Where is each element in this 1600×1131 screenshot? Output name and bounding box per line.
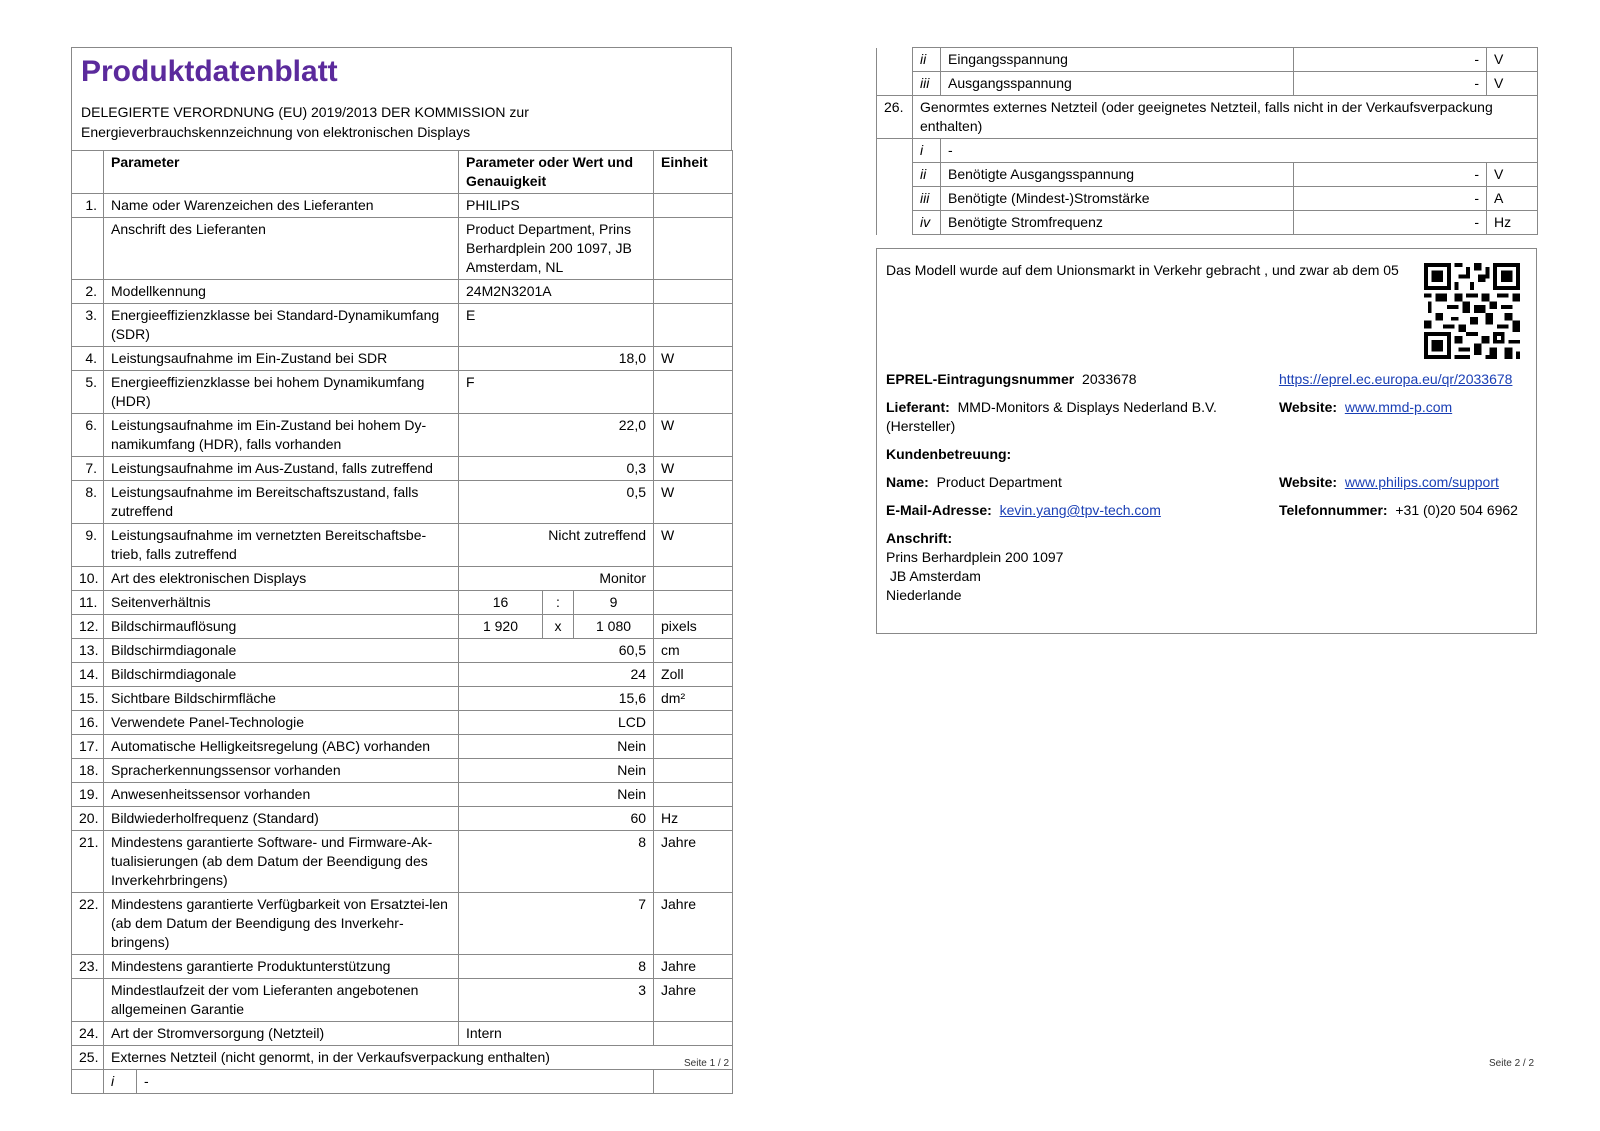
- datasheet-page-2: [876, 47, 1537, 634]
- row-value: Nein: [459, 759, 654, 783]
- table-row: [877, 48, 1538, 72]
- table-row: [72, 639, 733, 663]
- table-row: [72, 663, 733, 687]
- row-parameter: Mindestens garantierte Software- und Firmware-Ak-tualisierungen (ab dem Datum der Beendigung des Inverkehrbringens): [104, 831, 459, 893]
- row-number: 10.: [72, 567, 104, 591]
- row-value: 0,5: [459, 481, 654, 524]
- row-value: 22,0: [459, 414, 654, 457]
- row-parameter: Mindestens garantierte Produktunterstützung: [104, 955, 459, 979]
- header-unit: Einheit: [654, 151, 733, 194]
- customer-service-label: Kundenbetreuung:: [886, 446, 1012, 462]
- row-value: -: [1294, 187, 1487, 211]
- row-unit: Zoll: [654, 663, 733, 687]
- table-row-standard-psu-i: i -: [877, 139, 1538, 163]
- eprel-number: 2033678: [1082, 371, 1137, 387]
- row-value: F: [459, 371, 654, 414]
- row-number: 8.: [72, 481, 104, 524]
- contact-name-row: [886, 473, 1527, 492]
- email-row: [886, 501, 1527, 520]
- page-number: Seite 1 / 2: [684, 1058, 730, 1069]
- row-value: 8: [459, 831, 654, 893]
- row-unit: W: [654, 481, 733, 524]
- supplier-row: [886, 398, 1527, 436]
- table-row: [72, 783, 733, 807]
- table-row: [72, 371, 733, 414]
- table-row: [72, 893, 733, 955]
- datasheet-page-1: [71, 47, 732, 1094]
- qr-code-icon[interactable]: [1424, 263, 1520, 359]
- row-unit: Hz: [1487, 211, 1538, 235]
- row-unit: [654, 711, 733, 735]
- row-unit: Hz: [654, 807, 733, 831]
- row-number: 18.: [72, 759, 104, 783]
- supplier-website-link[interactable]: www.mmd-p.com: [1344, 399, 1453, 415]
- address-line: JB Amsterdam: [886, 568, 981, 584]
- address-label: Anschrift:: [886, 530, 953, 546]
- customer-service-row: [886, 445, 1527, 464]
- row-unit: [654, 280, 733, 304]
- supplier-name: MMD-Monitors & Displays Nederland B.V. (Hersteller): [886, 399, 1217, 434]
- row-parameter: Bildschirmdiagonale: [104, 639, 459, 663]
- row-value: -: [1294, 48, 1487, 72]
- eprel-row: [886, 370, 1527, 389]
- row-parameter: Leistungsaufnahme im vernetzten Bereitschaftsbe-trieb, falls zutreffend: [104, 524, 459, 567]
- name-label: Name:: [886, 474, 929, 490]
- row-value: -: [1294, 211, 1487, 235]
- row-unit: [654, 304, 733, 347]
- row-value: 0,3: [459, 457, 654, 481]
- phone-label: Telefonnummer:: [1278, 502, 1388, 518]
- row-number: 4.: [72, 347, 104, 371]
- row-number: 17.: [72, 735, 104, 759]
- header-parameter: Parameter: [104, 151, 459, 194]
- row-value: Intern: [459, 1022, 654, 1046]
- row-parameter: Art der Stromversorgung (Netzteil): [104, 1022, 459, 1046]
- row-value: 8: [459, 955, 654, 979]
- row-value: 18,0: [459, 347, 654, 371]
- row-number: 20.: [72, 807, 104, 831]
- table-row: [72, 831, 733, 893]
- address-line: Niederlande: [886, 587, 962, 603]
- table-row: [72, 304, 733, 347]
- row-value: -: [1294, 72, 1487, 96]
- table-header-row: [72, 151, 733, 194]
- row-value: 60: [459, 807, 654, 831]
- row-number: 23.: [72, 955, 104, 979]
- row-number: 13.: [72, 639, 104, 663]
- row-parameter: Leistungsaufnahme im Ein-Zustand bei SDR: [104, 347, 459, 371]
- support-website-link[interactable]: www.philips.com/support: [1344, 474, 1499, 490]
- table-row: [72, 687, 733, 711]
- row-number: 1.: [72, 194, 104, 218]
- row-parameter: Leistungsaufnahme im Bereitschaftszustand, falls zutreffend: [104, 481, 459, 524]
- row-value: Nicht zutreffend: [459, 524, 654, 567]
- row-unit: [654, 567, 733, 591]
- header-value: Parameter oder Wert und Genauigkeit: [459, 151, 654, 194]
- row-parameter: Sichtbare Bildschirmfläche: [104, 687, 459, 711]
- row-value: Nein: [459, 735, 654, 759]
- row-value: 60,5: [459, 639, 654, 663]
- row-number: 2.: [72, 280, 104, 304]
- table-row: [877, 163, 1538, 187]
- row-number: 15.: [72, 687, 104, 711]
- row-subitem: iii: [913, 72, 941, 96]
- row-number: 5.: [72, 371, 104, 414]
- row-unit: Jahre: [654, 955, 733, 979]
- row-value: PHILIPS: [459, 194, 654, 218]
- row-unit: W: [654, 524, 733, 567]
- row-number: 22.: [72, 893, 104, 955]
- table-row: [72, 807, 733, 831]
- table-row: [877, 72, 1538, 96]
- table-row: [72, 524, 733, 567]
- row-parameter: Leistungsaufnahme im Ein-Zustand bei hohem Dy-namikumfang (HDR), falls vorhanden: [104, 414, 459, 457]
- row-parameter: Energieeffizienzklasse bei hohem Dynamikumfang (HDR): [104, 371, 459, 414]
- table-row-external-psu: 25. Externes Netzteil (nicht genormt, in der Verkaufsverpackung enthalten): [72, 1046, 733, 1070]
- row-unit: W: [654, 414, 733, 457]
- website-label: Website:: [1278, 399, 1338, 415]
- table-row: [72, 280, 733, 304]
- row-parameter: Ausgangsspannung: [941, 72, 1294, 96]
- page-number: Seite 2 / 2: [1489, 1058, 1535, 1069]
- row-unit: [654, 1022, 733, 1046]
- datasheet-header: [71, 47, 732, 150]
- table-row: [72, 955, 733, 979]
- parameter-table: [71, 150, 733, 1094]
- table-row: [72, 414, 733, 457]
- row-unit: V: [1487, 163, 1538, 187]
- row-parameter: Modellkennung: [104, 280, 459, 304]
- table-row: [72, 1022, 733, 1046]
- eprel-label: EPREL-Eintragungsnummer: [886, 371, 1075, 387]
- table-row: [72, 194, 733, 218]
- row-number: 21.: [72, 831, 104, 893]
- row-unit: Jahre: [654, 831, 733, 893]
- table-row: [72, 735, 733, 759]
- row-unit: cm: [654, 639, 733, 663]
- row-parameter: Benötigte (Mindest-)Stromstärke: [941, 187, 1294, 211]
- row-number: [72, 979, 104, 1022]
- row-value: 15,6: [459, 687, 654, 711]
- market-intro-text: Das Modell wurde auf dem Unionsmarkt in Verkehr gebracht , und zwar ab dem 05: [886, 262, 1399, 278]
- row-unit: [654, 194, 733, 218]
- psu-table: [876, 47, 1538, 235]
- row-parameter: Mindestlaufzeit der vom Lieferanten angebotenen allgemeinen Garantie: [104, 979, 459, 1022]
- row-value: 3: [459, 979, 654, 1022]
- row-unit: A: [1487, 187, 1538, 211]
- row-unit: W: [654, 457, 733, 481]
- address-block: [886, 529, 1527, 605]
- row-parameter: Mindestens garantierte Verfügbarkeit von Ersatztei-len (ab dem Datum der Beendigung des Inverkehr-bringens): [104, 893, 459, 955]
- row-parameter: Spracherkennungssensor vorhanden: [104, 759, 459, 783]
- table-row: [72, 759, 733, 783]
- table-row: [877, 187, 1538, 211]
- page-title: Produktdatenblatt: [81, 55, 338, 88]
- table-row-external-psu-i: i -: [72, 1070, 733, 1094]
- row-value: 7: [459, 893, 654, 955]
- row-value: -: [1294, 163, 1487, 187]
- table-row: [877, 211, 1538, 235]
- row-subitem: iv: [913, 211, 941, 235]
- row-unit: Jahre: [654, 893, 733, 955]
- eprel-link[interactable]: https://eprel.ec.europa.eu/qr/2033678: [1278, 371, 1513, 387]
- row-value: Nein: [459, 783, 654, 807]
- row-value: E: [459, 304, 654, 347]
- row-value: 24: [459, 663, 654, 687]
- row-parameter: Eingangsspannung: [941, 48, 1294, 72]
- table-row-resolution: 12. Bildschirmauflösung 1 920 x 1 080 pixels: [72, 615, 733, 639]
- row-unit: dm²: [654, 687, 733, 711]
- row-unit: V: [1487, 72, 1538, 96]
- table-row: [72, 711, 733, 735]
- row-number: [72, 218, 104, 280]
- row-parameter: Automatische Helligkeitsregelung (ABC) vorhanden: [104, 735, 459, 759]
- row-number: 3.: [72, 304, 104, 347]
- address-line: Prins Berhardplein 200 1097: [886, 549, 1064, 565]
- row-number: 19.: [72, 783, 104, 807]
- row-value: Product Department, Prins Berhardplein 200 1097, JB Amsterdam, NL: [459, 218, 654, 280]
- row-number: 6.: [72, 414, 104, 457]
- table-row: [72, 481, 733, 524]
- support-website-label: Website:: [1278, 474, 1338, 490]
- regulation-subtitle: DELEGIERTE VERORDNUNG (EU) 2019/2013 DER KOMMISSION zur Energieverbrauchskennzeichnung von elektronischen Displays: [81, 104, 529, 140]
- row-parameter: Anwesenheitssensor vorhanden: [104, 783, 459, 807]
- supplier-info-box: [876, 248, 1537, 634]
- row-number: 16.: [72, 711, 104, 735]
- row-parameter: Name oder Warenzeichen des Lieferanten: [104, 194, 459, 218]
- email-link[interactable]: kevin.yang@tpv-tech.com: [999, 502, 1161, 518]
- row-unit: [654, 783, 733, 807]
- row-number: 7.: [72, 457, 104, 481]
- row-unit: [654, 371, 733, 414]
- row-number: 24.: [72, 1022, 104, 1046]
- row-number: 14.: [72, 663, 104, 687]
- row-unit: [654, 218, 733, 280]
- row-subitem: ii: [913, 163, 941, 187]
- contact-name: Product Department: [936, 474, 1062, 490]
- row-unit: V: [1487, 48, 1538, 72]
- row-subitem: iii: [913, 187, 941, 211]
- table-row: [72, 979, 733, 1022]
- row-parameter: Benötigte Ausgangsspannung: [941, 163, 1294, 187]
- row-parameter: Benötigte Stromfrequenz: [941, 211, 1294, 235]
- table-row-standard-psu: 26. Genormtes externes Netzteil (oder geeignetes Netzteil, falls nicht in der Verkaufsverpackung enthalten): [877, 96, 1538, 139]
- row-parameter: Leistungsaufnahme im Aus-Zustand, falls zutreffend: [104, 457, 459, 481]
- row-parameter: Anschrift des Lieferanten: [104, 218, 459, 280]
- row-unit: [654, 759, 733, 783]
- table-row: [72, 457, 733, 481]
- row-unit: [654, 735, 733, 759]
- table-row: [72, 567, 733, 591]
- row-value: Monitor: [459, 567, 654, 591]
- table-row: [72, 218, 733, 280]
- phone-number: +31 (0)20 504 6962: [1395, 502, 1518, 518]
- supplier-label: Lieferant:: [886, 399, 950, 415]
- row-unit: Jahre: [654, 979, 733, 1022]
- row-subitem: ii: [913, 48, 941, 72]
- row-parameter: Verwendete Panel-Technologie: [104, 711, 459, 735]
- row-value: 24M2N3201A: [459, 280, 654, 304]
- row-parameter: Bildschirmdiagonale: [104, 663, 459, 687]
- row-unit: W: [654, 347, 733, 371]
- table-row-ratio: 11. Seitenverhältnis 16 : 9: [72, 591, 733, 615]
- row-parameter: Energieeffizienzklasse bei Standard-Dynamikumfang (SDR): [104, 304, 459, 347]
- table-row: [72, 347, 733, 371]
- row-parameter: Bildwiederholfrequenz (Standard): [104, 807, 459, 831]
- row-value: LCD: [459, 711, 654, 735]
- row-parameter: Art des elektronischen Displays: [104, 567, 459, 591]
- email-label: E-Mail-Adresse:: [886, 502, 992, 518]
- row-number: 9.: [72, 524, 104, 567]
